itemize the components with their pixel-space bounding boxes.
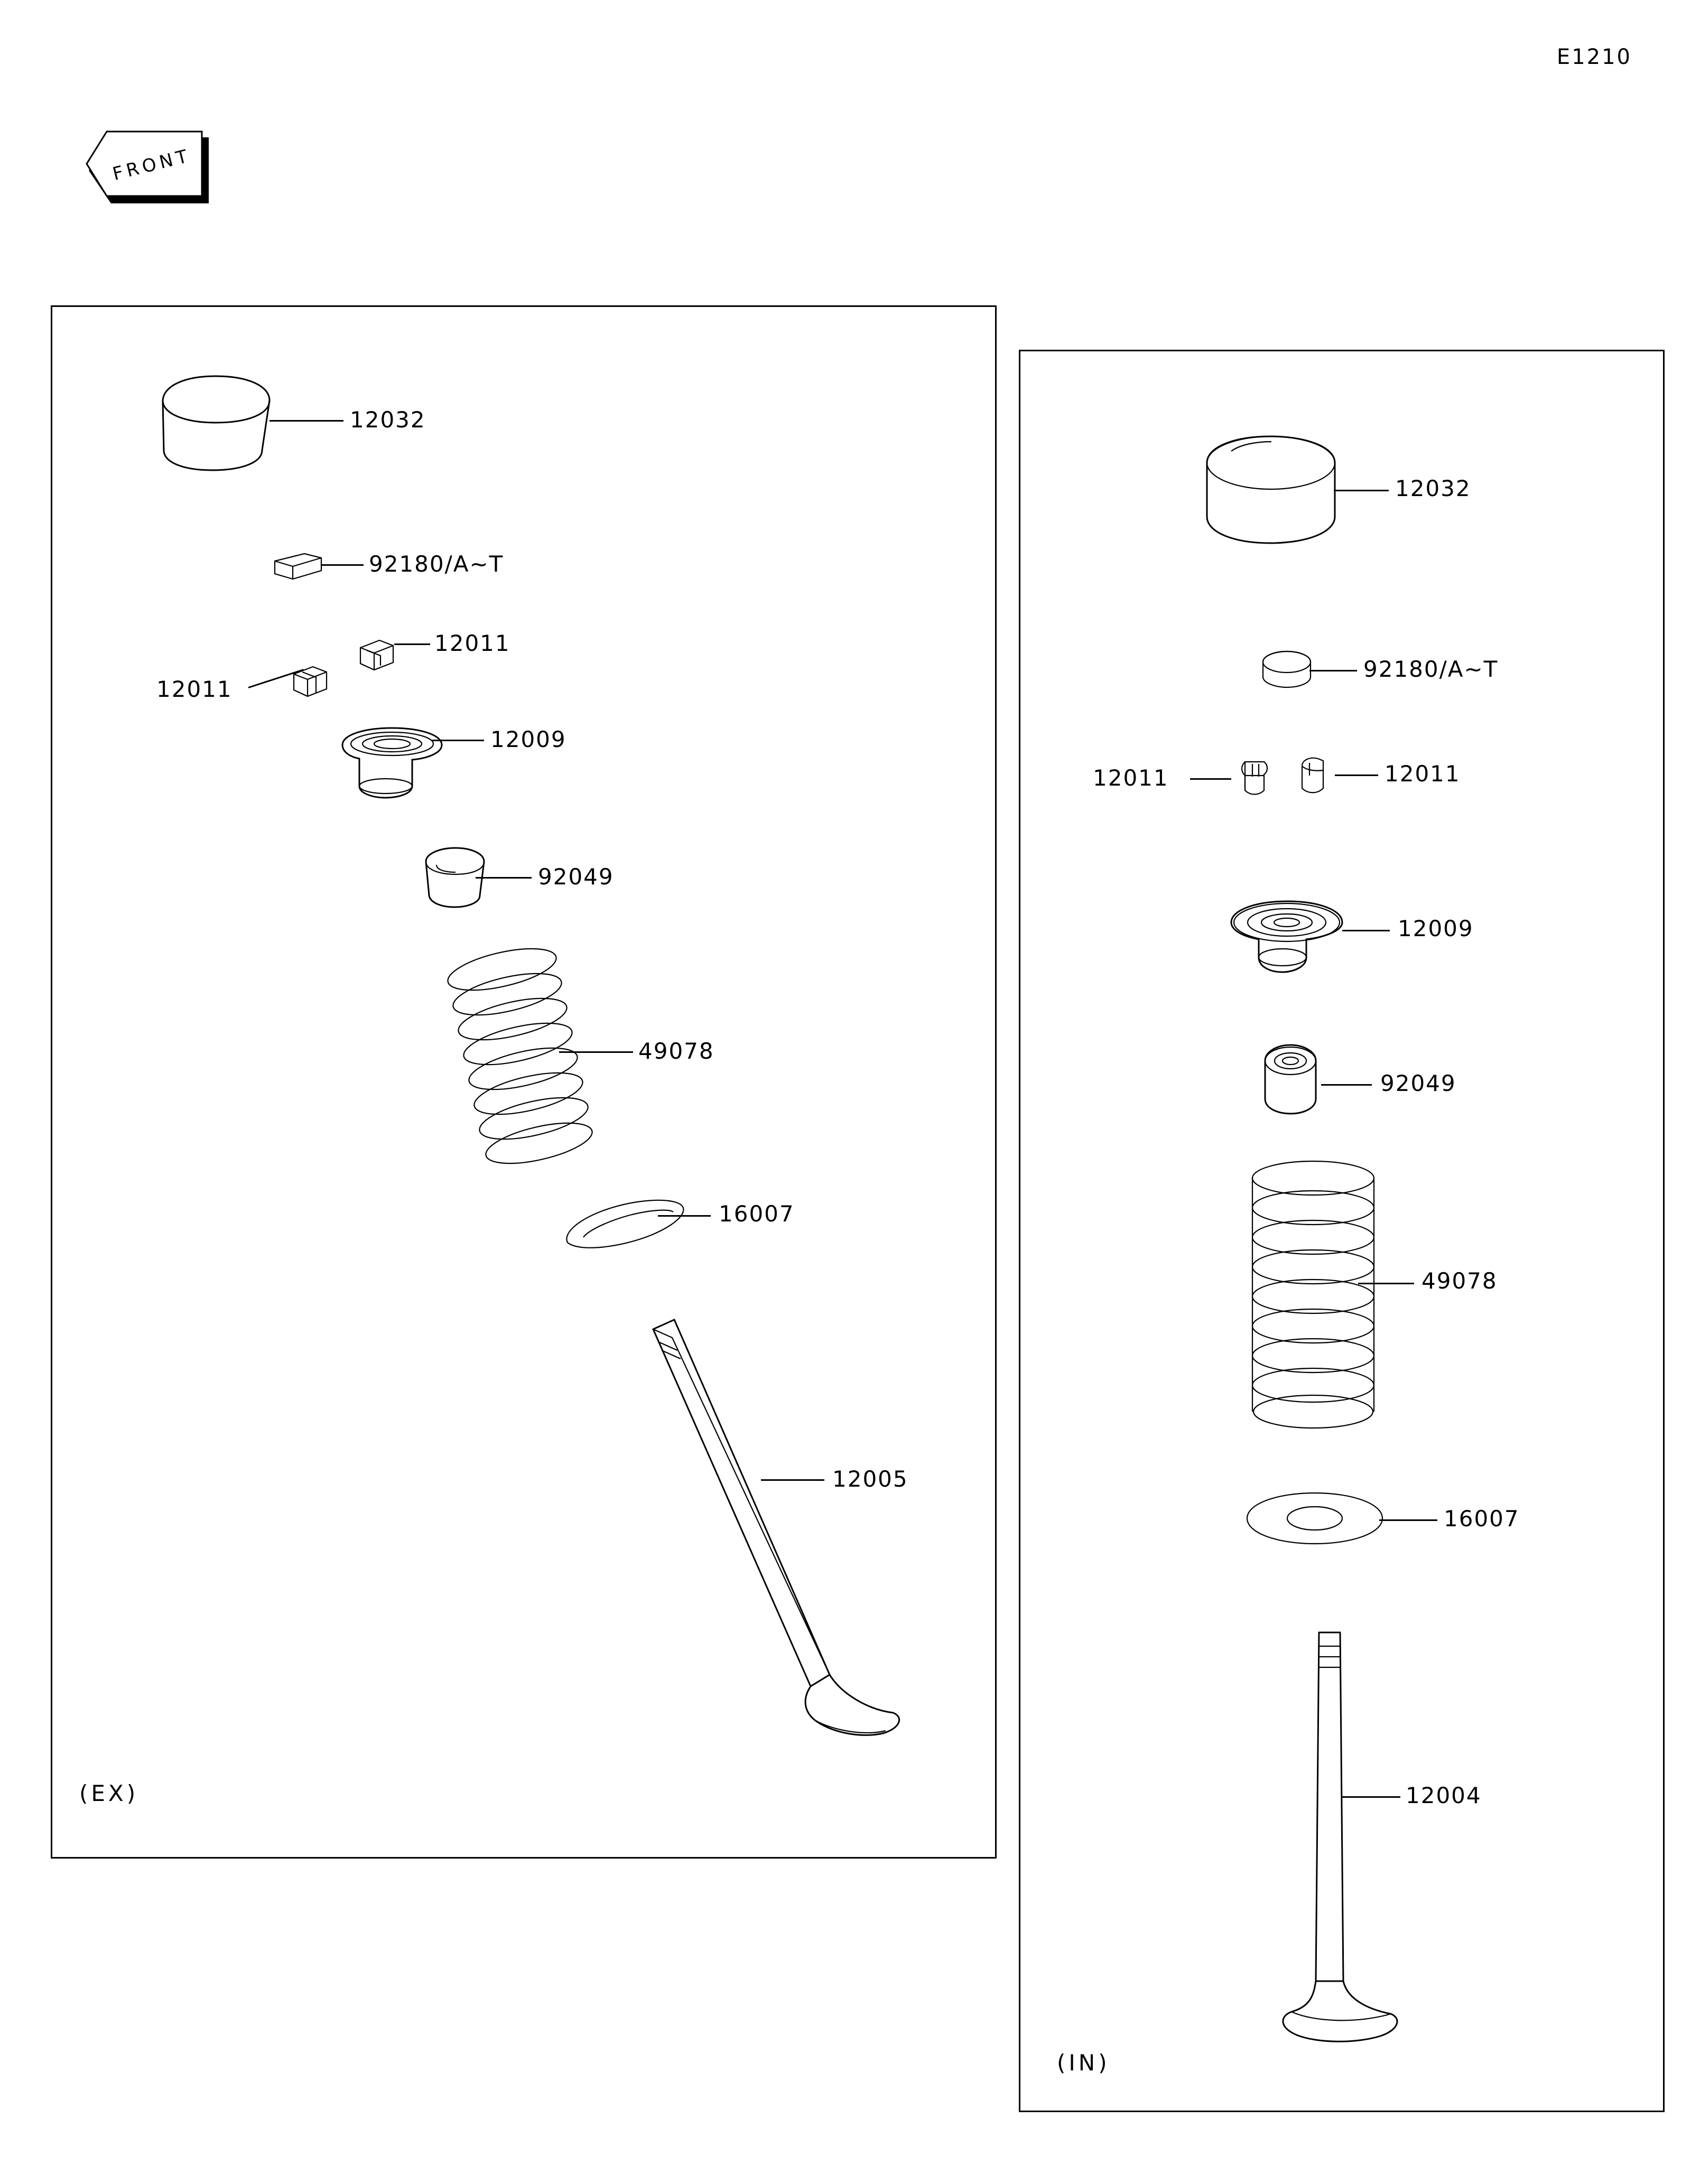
callout-in-12009: 12009 [1398, 916, 1474, 941]
callout-ex-92180: 92180/A~T [369, 551, 504, 577]
leader-in-12004 [1342, 1796, 1400, 1798]
diagram-code: E1210 [1556, 45, 1632, 69]
callout-ex-49078: 49078 [638, 1038, 714, 1064]
callout-ex-12011-right: 12011 [434, 630, 510, 656]
panel-intake [1019, 350, 1665, 2112]
leader-ex-12011-right [394, 643, 430, 645]
callout-in-12011-right: 12011 [1385, 761, 1461, 787]
callout-in-12032: 12032 [1395, 475, 1471, 501]
callout-in-92049: 92049 [1380, 1070, 1456, 1096]
leader-in-12011-right [1335, 774, 1378, 776]
callout-in-92180: 92180/A~T [1363, 656, 1499, 682]
callout-in-49078: 49078 [1421, 1268, 1498, 1294]
leader-in-16007 [1379, 1519, 1437, 1521]
callout-ex-16007: 16007 [719, 1201, 795, 1227]
panel-exhaust-label: (EX) [79, 1780, 139, 1806]
panel-intake-label: (IN) [1057, 2050, 1110, 2076]
leader-ex-12005 [761, 1479, 824, 1481]
leader-in-12009 [1342, 930, 1390, 931]
leader-ex-12009 [432, 740, 484, 741]
leader-ex-16007 [658, 1215, 711, 1217]
callout-in-16007: 16007 [1444, 1506, 1520, 1532]
callout-ex-12032: 12032 [350, 407, 426, 433]
front-direction-arrow [85, 108, 222, 230]
leader-ex-92180 [321, 564, 364, 566]
leader-ex-92049 [476, 877, 532, 879]
leader-in-49078 [1358, 1283, 1414, 1284]
leader-in-92049 [1321, 1084, 1372, 1086]
leader-in-12032 [1334, 490, 1389, 491]
callout-ex-12011-left: 12011 [156, 676, 233, 702]
front-arrow-label: FRONT [110, 145, 193, 185]
panel-exhaust [51, 305, 997, 1859]
leader-in-92180 [1309, 670, 1357, 671]
callout-in-12004: 12004 [1406, 1782, 1482, 1808]
callout-ex-12005: 12005 [832, 1466, 908, 1492]
leader-in-12011-left [1190, 778, 1231, 780]
leader-ex-12032 [270, 420, 343, 422]
leader-ex-49078 [559, 1051, 633, 1053]
callout-ex-12009: 12009 [490, 726, 566, 752]
callout-ex-92049: 92049 [538, 864, 614, 890]
callout-in-12011-left: 12011 [1093, 765, 1169, 791]
